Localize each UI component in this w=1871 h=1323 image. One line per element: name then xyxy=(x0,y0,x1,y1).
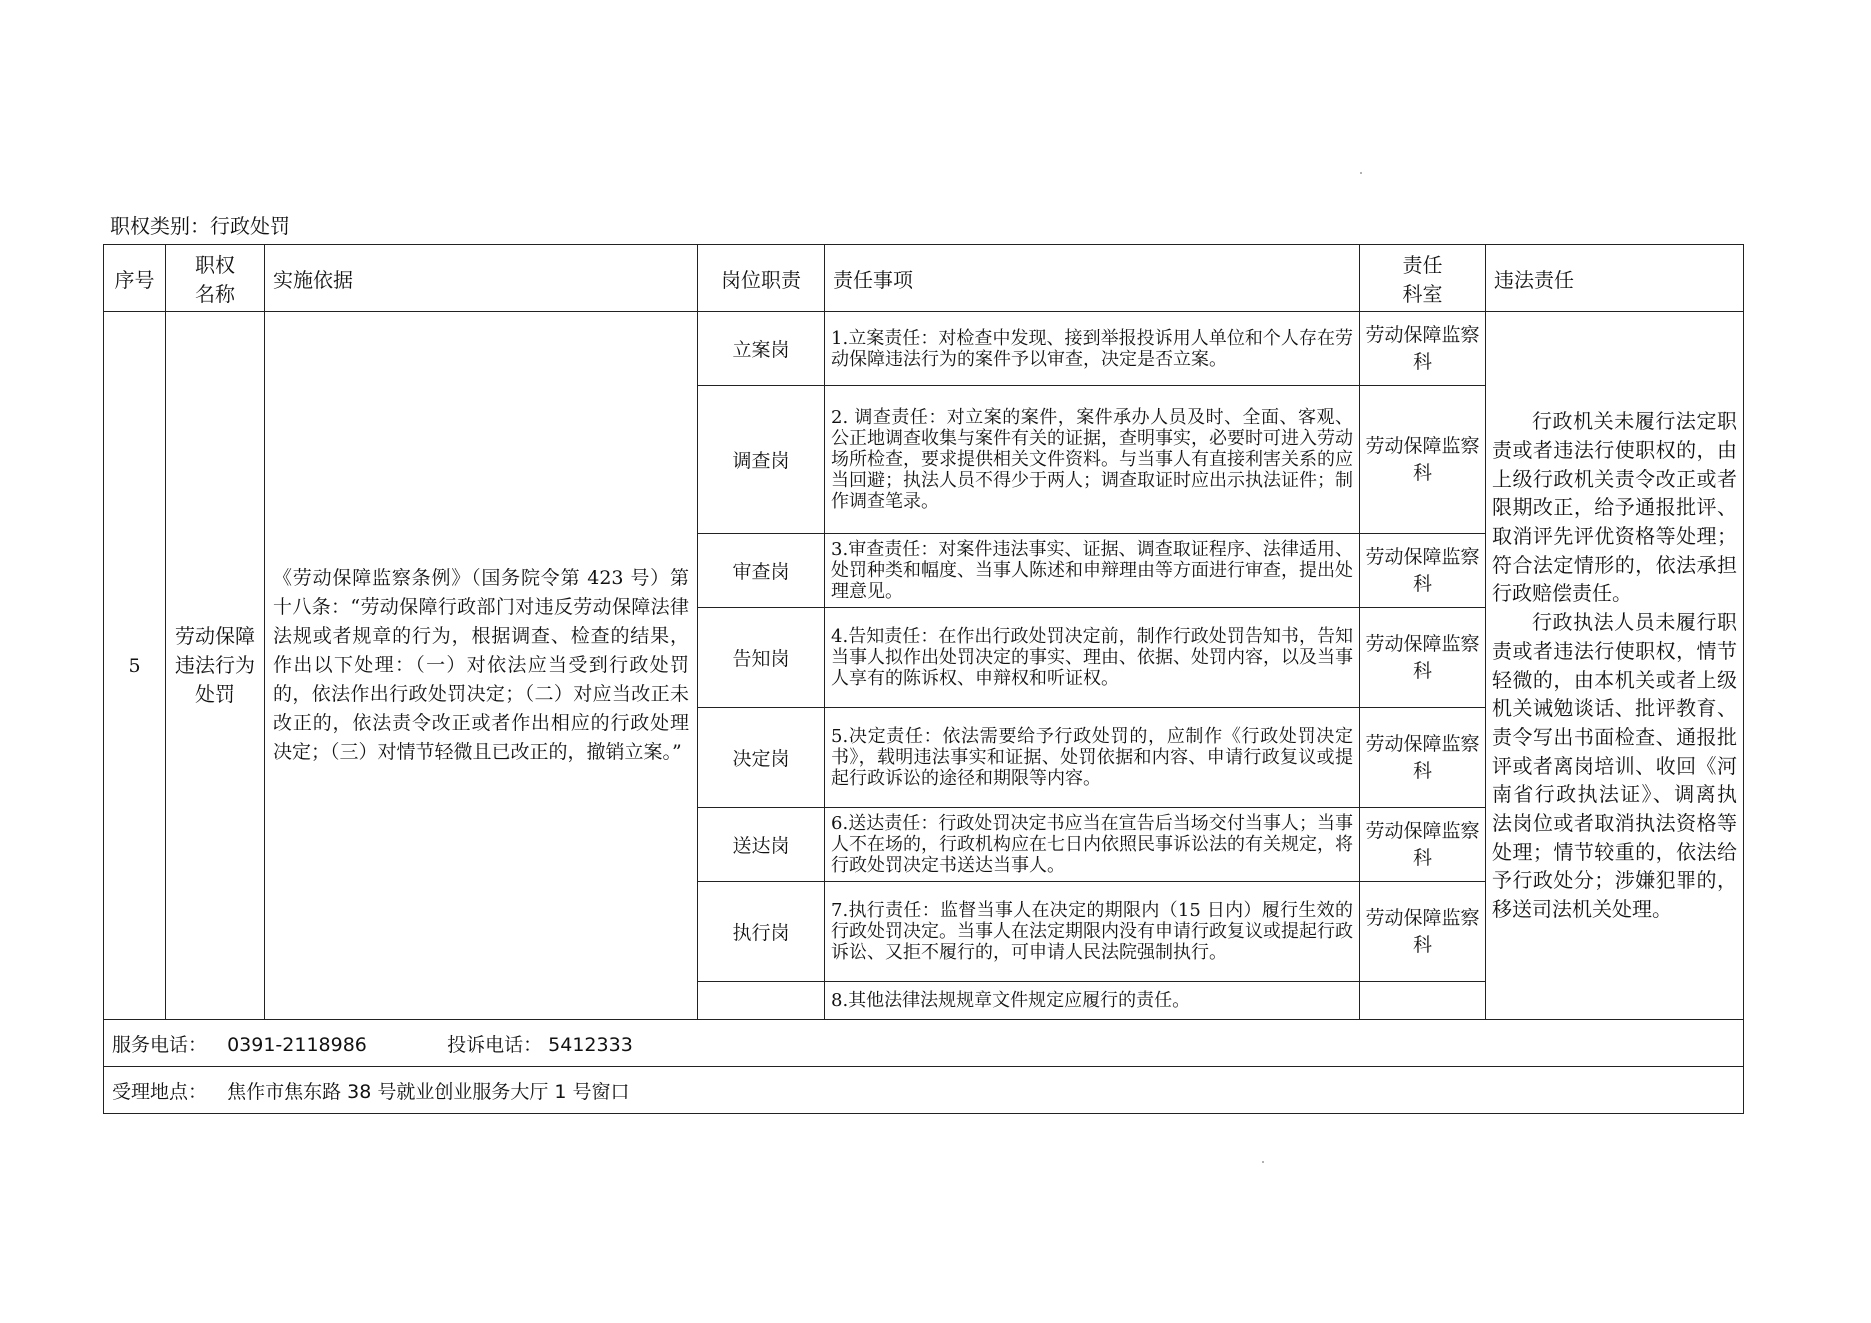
post-cell: 执行岗 xyxy=(698,882,825,982)
liability-paragraph-2: 行政执法人员未履行职责或者违法行使职权，情节轻微的，由本机关或者上级机关诫勉谈话、批评教育、责令写出书面检查、通报批评或者离岗培训、收回《河南省行政执法证》、调离执法岗位或者取消执法资格等处理；情节较重的，依法给予行政处分；涉嫌犯罪的，移送司法机关处理。 xyxy=(1492,610,1737,922)
row-seq: 5 xyxy=(104,312,166,1020)
header-dept-line2: 科室 xyxy=(1402,282,1443,306)
complaint-number: 5412333 xyxy=(548,1033,633,1056)
post-cell: 审查岗 xyxy=(698,534,825,608)
post-cell: 送达岗 xyxy=(698,808,825,882)
dept-cell: 劳动保障监察科 xyxy=(1360,808,1486,882)
header-post: 岗位职责 xyxy=(698,245,825,312)
duty-cell: 1.立案责任：对检查中发现、接到举报投诉用人单位和个人存在劳动保障违法行为的案件予以审查，决定是否立案。 xyxy=(825,312,1360,386)
header-power-name-line1: 职权 xyxy=(195,253,235,277)
footer-phone-cell xyxy=(104,1020,1744,1067)
duty-cell: 5.决定责任：依法需要给予行政处罚的，应制作《行政处罚决定书》，载明违法事实和证据、处罚依据和内容、申请行政复议或提起行政诉讼的途径和期限等内容。 xyxy=(825,708,1360,808)
duty-cell: 6.送达责任：行政处罚决定书应当在宣告后当场交付当事人；当事人不在场的，行政机构应在七日内依照民事诉讼法的有关规定，将行政处罚决定书送达当事人。 xyxy=(825,808,1360,882)
header-liability: 违法责任 xyxy=(1486,245,1744,312)
header-power-name-line2: 名称 xyxy=(195,282,235,306)
post-cell: 决定岗 xyxy=(698,708,825,808)
scan-speck xyxy=(1360,172,1362,174)
post-cell: 告知岗 xyxy=(698,608,825,708)
post-cell: 调查岗 xyxy=(698,386,825,534)
phone-number: 0391-2118986 xyxy=(227,1033,367,1056)
complaint-label: 投诉电话： xyxy=(447,1033,543,1056)
header-power-name xyxy=(166,245,265,312)
address-text: 焦作市焦东路 38 号就业创业服务大厅 1 号窗口 xyxy=(227,1080,630,1103)
duty-cell: 7.执行责任：监督当事人在决定的期限内（15 日内）履行生效的行政处罚决定。当事人在法定期限内没有申请行政复议或提起行政诉讼、又拒不履行的，可申请人民法院强制执行。 xyxy=(825,882,1360,982)
header-dept-line1: 责任 xyxy=(1402,253,1443,277)
duty-cell: 2. 调查责任：对立案的案件，案件承办人员及时、全面、客观、公正地调查收集与案件有关的证据，查明事实，必要时可进入劳动场所检查，要求提供相关文件资料。与当事人有直接利害关系的应当回避；执法人员不得少于两人；调查取证时应出示执法证件；制作调查笔录。 xyxy=(825,386,1360,534)
footer-address-cell xyxy=(104,1067,1744,1114)
footer-phone-row xyxy=(104,1020,1744,1067)
address-label: 受理地点： xyxy=(112,1080,208,1103)
liability-paragraph-1: 行政机关未履行法定职责或者违法行使职权的，由上级行政机关责令改正或者限期改正，给予通报批评、取消评先评优资格等处理；符合法定情形的，依法承担行政赔偿责任。 xyxy=(1492,409,1737,606)
dept-cell: 劳动保障监察科 xyxy=(1360,882,1486,982)
post-cell xyxy=(698,982,825,1020)
dept-cell: 劳动保障监察科 xyxy=(1360,608,1486,708)
phone-label: 服务电话： xyxy=(112,1033,208,1056)
table-row xyxy=(104,312,1744,386)
post-cell: 立案岗 xyxy=(698,312,825,386)
duty-cell: 4.告知责任：在作出行政处罚决定前，制作行政处罚告知书，告知当事人拟作出处罚决定的事实、理由、依据、处罚内容，以及当事人享有的陈诉权、申辩权和听证权。 xyxy=(825,608,1360,708)
dept-cell: 劳动保障监察科 xyxy=(1360,708,1486,808)
dept-cell: 劳动保障监察科 xyxy=(1360,386,1486,534)
dept-cell xyxy=(1360,982,1486,1020)
duty-cell: 8.其他法律法规规章文件规定应履行的责任。 xyxy=(825,982,1360,1020)
scan-speck xyxy=(1262,1161,1264,1163)
duty-cell: 3.审查责任：对案件违法事实、证据、调查取证程序、法律适用、处罚种类和幅度、当事人陈述和申辩理由等方面进行审查，提出处理意见。 xyxy=(825,534,1360,608)
header-seq: 序号 xyxy=(104,245,166,312)
liability-cell xyxy=(1486,312,1744,1020)
legal-basis: 《劳动保障监察条例》（国务院令第 423 号）第十八条：“劳动保障行政部门对违反劳动保障法律法规或者规章的行为，根据调查、检查的结果，作出以下处理：（一）对依法应当受到行政处罚的，依法作出行政处罚决定；（二）对应当改正未改正的，依法责令改正或者作出相应的行政处理决定；（三）对情节轻微且已改正的，撤销立案。” xyxy=(265,312,698,1020)
header-basis: 实施依据 xyxy=(265,245,698,312)
duties-table xyxy=(103,244,1744,1114)
category-label: 职权类别：行政处罚 xyxy=(110,214,290,238)
dept-cell: 劳动保障监察科 xyxy=(1360,312,1486,386)
dept-cell: 劳动保障监察科 xyxy=(1360,534,1486,608)
footer-address-row xyxy=(104,1067,1744,1114)
power-name: 劳动保障违法行为处罚 xyxy=(166,312,265,1020)
header-duties: 责任事项 xyxy=(825,245,1360,312)
header-dept xyxy=(1360,245,1486,312)
header-row xyxy=(104,245,1744,312)
